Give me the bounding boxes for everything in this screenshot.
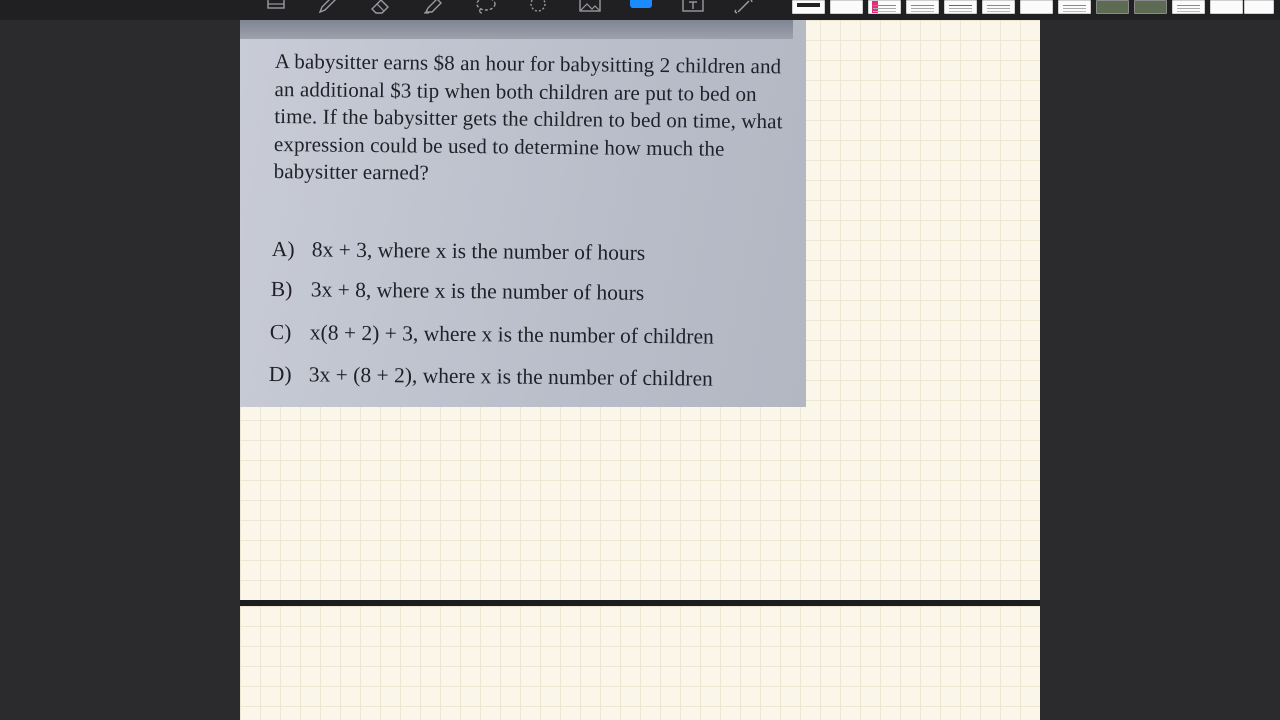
- page-thumbnail[interactable]: [1172, 0, 1205, 14]
- page-thumbnail[interactable]: [944, 0, 977, 14]
- page-thumbnail[interactable]: [906, 0, 939, 14]
- photo-header-strip: [240, 20, 793, 39]
- choice-text: 3x + 8, where x is the number of hours: [310, 277, 645, 305]
- choice-c: [270, 320, 714, 350]
- page-thumbnail[interactable]: [1096, 0, 1129, 14]
- choice-b: [271, 277, 645, 306]
- choice-text: 3x + (8 + 2), where x is the number of children: [308, 362, 713, 391]
- question-text: A babysitter earns $8 an hour for babysitting 2 children and an additional $3 tip when both children are put to bed on time. If the babysitter gets the children to bed on time, what expression could be used to determine how much the babysitter earned?: [273, 48, 783, 185]
- color-swatch-icon[interactable]: [630, 0, 652, 8]
- page-thumbnail[interactable]: [982, 0, 1015, 14]
- page-thumbnail[interactable]: [1210, 0, 1243, 14]
- page-thumbnail[interactable]: [1058, 0, 1091, 14]
- page-thumbnail[interactable]: [1244, 0, 1274, 14]
- lasso-icon[interactable]: [474, 0, 498, 14]
- choice-letter: A): [271, 237, 295, 262]
- choice-letter: B): [270, 277, 293, 302]
- choice-text: x(8 + 2) + 3, where x is the number of children: [309, 320, 714, 349]
- pen-icon[interactable]: [314, 0, 338, 14]
- link-icon[interactable]: [732, 0, 756, 14]
- image-icon[interactable]: [578, 0, 602, 14]
- page-thumbnail[interactable]: [868, 0, 901, 14]
- page-thumbnail[interactable]: [792, 0, 825, 14]
- eraser-icon[interactable]: [369, 0, 393, 14]
- notebook-page[interactable]: [240, 606, 1040, 720]
- choice-letter: D): [268, 362, 292, 387]
- choice-text: 8x + 3, where x is the number of hours: [311, 237, 646, 265]
- choice-a: [272, 237, 646, 266]
- choice-letter: C): [269, 320, 292, 345]
- page-icon[interactable]: [264, 0, 288, 14]
- page-thumbnail[interactable]: [830, 0, 863, 14]
- text-tool-icon[interactable]: [681, 0, 705, 14]
- page-thumbnail[interactable]: [1020, 0, 1053, 14]
- page-thumbnail[interactable]: [1134, 0, 1167, 14]
- shapes-icon[interactable]: [526, 0, 550, 14]
- toolbar: [0, 0, 1280, 20]
- choice-d: [269, 362, 713, 392]
- highlighter-icon[interactable]: [421, 0, 445, 14]
